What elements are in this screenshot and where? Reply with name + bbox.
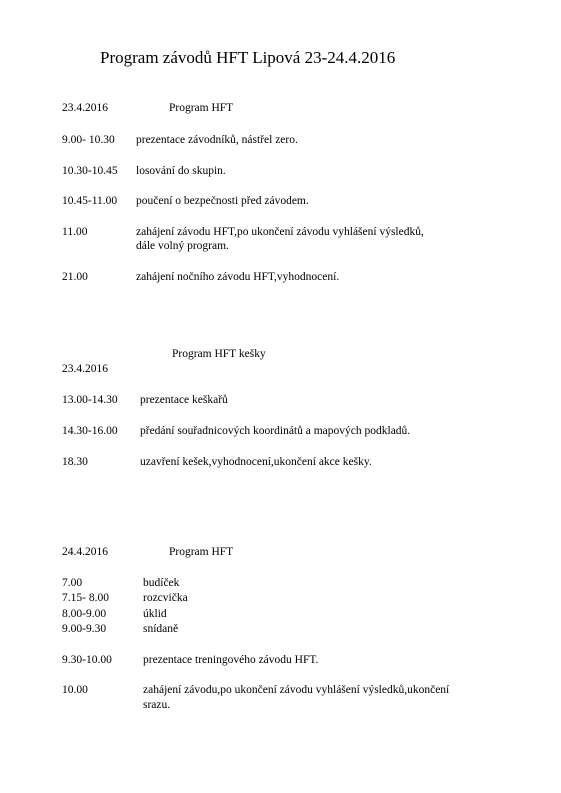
- schedule-desc-continued: dále volný program.: [136, 240, 229, 252]
- schedule-time: 10.45-11.00: [62, 195, 118, 207]
- section3-date: 24.4.2016: [62, 546, 108, 558]
- schedule-time: 9.00- 10.30: [62, 134, 115, 146]
- schedule-desc: poučení o bezpečnosti před závodem.: [136, 195, 309, 207]
- schedule-time: 7.15- 8.00: [62, 592, 109, 604]
- section2-date: 23.4.2016: [62, 363, 108, 375]
- schedule-desc: zahájení závodu,po ukončení závodu vyhlášení výsledků,ukončení: [143, 684, 450, 696]
- schedule-desc: předání souřadnicových koordinátů a mapových podkladů.: [140, 425, 411, 437]
- schedule-time: 8.00-9.00: [62, 608, 107, 620]
- schedule-desc: prezentace treningového závodu HFT.: [143, 654, 319, 666]
- schedule-desc: zahájení nočního závodu HFT,vyhodnocení.: [136, 271, 340, 283]
- schedule-time: 9.00-9.30: [62, 623, 107, 635]
- schedule-time: 13.00-14.30: [62, 394, 118, 406]
- schedule-desc: rozcvička: [143, 592, 188, 604]
- schedule-time: 18.30: [62, 456, 88, 468]
- schedule-time: 11.00: [62, 226, 88, 238]
- schedule-desc-continued: srazu.: [143, 699, 171, 711]
- section1-date: 23.4.2016: [62, 102, 108, 114]
- schedule-desc: zahájení závodu HFT,po ukončení závodu vyhlášení výsledků,: [136, 226, 424, 238]
- section1-heading: Program HFT: [169, 102, 234, 114]
- schedule-time: 21.00: [62, 271, 88, 283]
- schedule-time: 9.30-10.00: [62, 654, 112, 666]
- schedule-time: 7.00: [62, 577, 83, 589]
- schedule-desc: prezentace závodníků, nástřel zero.: [136, 134, 298, 146]
- schedule-desc: úklid: [143, 608, 167, 620]
- schedule-time: 10.00: [62, 684, 88, 696]
- section3-heading: Program HFT: [169, 546, 234, 558]
- schedule-desc: snídaně: [143, 623, 179, 635]
- schedule-desc: budíček: [143, 577, 180, 589]
- schedule-time: 10.30-10.45: [62, 165, 118, 177]
- document-title: Program závodů HFT Lipová 23-24.4.2016: [100, 48, 396, 67]
- schedule-time: 14.30-16.00: [62, 425, 118, 437]
- schedule-desc: prezentace keškařů: [140, 394, 228, 406]
- section2-heading: Program HFT kešky: [172, 348, 266, 360]
- schedule-desc: losování do skupin.: [136, 165, 226, 177]
- schedule-desc: uzavření kešek,vyhodnocení,ukončení akce kešky.: [140, 456, 372, 468]
